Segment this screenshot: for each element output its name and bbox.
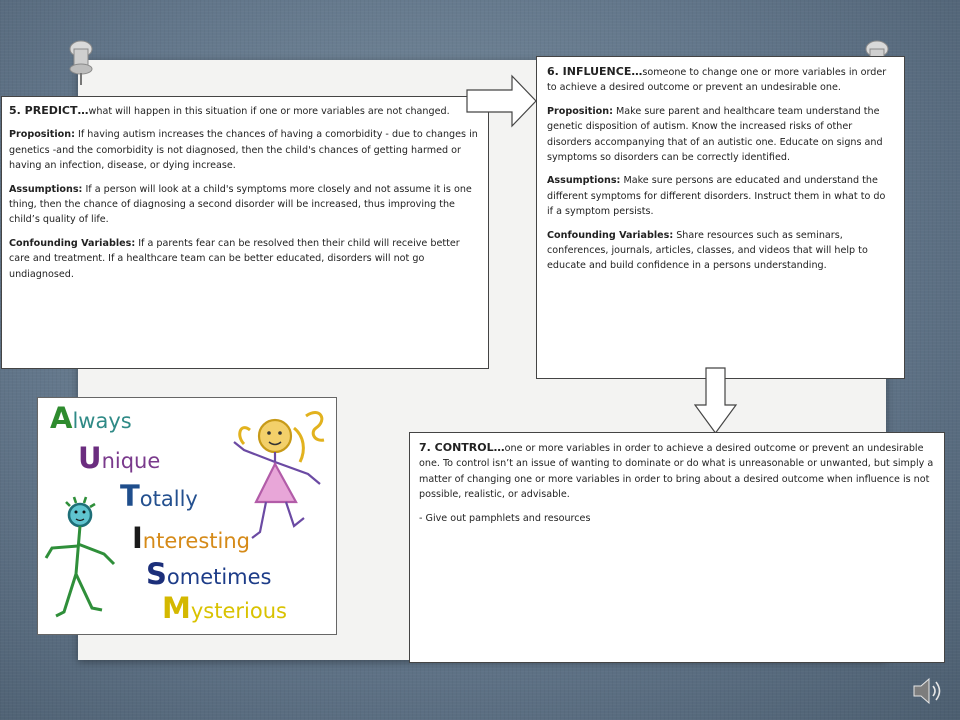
influence-textbox[interactable] bbox=[536, 56, 905, 379]
control-heading: 7. CONTROL… bbox=[419, 441, 505, 454]
speaker-icon[interactable] bbox=[912, 676, 944, 706]
autism-acrostic-image bbox=[37, 397, 337, 635]
influence-assumptions: Assumptions: Make sure persons are educated and understand the different symptoms for different disorders. Instruct them in what to do if a symptom persists. bbox=[547, 175, 886, 218]
acrostic-line: Mysterious bbox=[162, 591, 287, 625]
predict-confounding: Confounding Variables: If a parents fear can be resolved then their child will receive better care and treatment. If a healthcare team can be better educated, disorders will not go undiagnosed. bbox=[9, 237, 460, 280]
control-bullet: - Give out pamphlets and resources bbox=[419, 512, 591, 524]
predict-proposition: Proposition: If having autism increases the chances of having a comorbidity - due to changes in genetics -and the comorbidity is not diagnosed, then the child's chances of getting harmed or having an infection, disease, or dying increase. bbox=[9, 129, 478, 172]
acrostic-line: Sometimes bbox=[146, 557, 272, 591]
influence-proposition: Proposition: Make sure parent and healthcare team understand the genetic disposition of autism. Know the increased risks of other disorders accompanying that of an autistic one. Educate on signs and symptoms so disorders can be correctly identified. bbox=[547, 105, 883, 164]
predict-textbox[interactable] bbox=[1, 96, 489, 369]
pushpin-icon bbox=[68, 40, 94, 86]
acrostic-line: Totally bbox=[120, 479, 198, 513]
acrostic-line: Unique bbox=[78, 441, 161, 475]
predict-intro: 5. PREDICT…what will happen in this situation if one or more variables are not changed. bbox=[9, 104, 450, 117]
influence-confounding: Confounding Variables: Share resources such as seminars, conferences, journals, articles, classes, and videos that will help to educate and build confidence in a persons understanding. bbox=[547, 229, 868, 272]
predict-assumptions: Assumptions: If a person will look at a child's symptoms more closely and not assume it is one thing, then the chance of diagnosing a second disorder will be increased, thus improving the child’s quality of life. bbox=[9, 183, 472, 226]
influence-heading: 6. INFLUENCE… bbox=[547, 65, 643, 78]
boy-figure bbox=[46, 497, 114, 616]
arrow-right-icon bbox=[466, 74, 538, 130]
predict-heading: 5. PREDICT… bbox=[9, 104, 89, 117]
acrostic-line: Always bbox=[50, 401, 132, 435]
control-textbox[interactable] bbox=[409, 432, 945, 663]
arrow-down-icon bbox=[694, 367, 738, 435]
control-intro: 7. CONTROL…one or more variables in order to achieve a desired outcome or prevent an undesirable one. To control isn’t an issue of wanting to dominate or do what is unreasonable or unwanted, but simply a matter of changing one or more variables in order to bring about a desired outcome when influence is not possible, realistic, or advisable. bbox=[419, 441, 934, 501]
acrostic-line: Interesting bbox=[132, 521, 251, 555]
influence-intro: 6. INFLUENCE…someone to change one or more variables in order to achieve a desired outcome or prevent an undesirable one. bbox=[547, 65, 887, 94]
girl-figure bbox=[234, 413, 324, 538]
